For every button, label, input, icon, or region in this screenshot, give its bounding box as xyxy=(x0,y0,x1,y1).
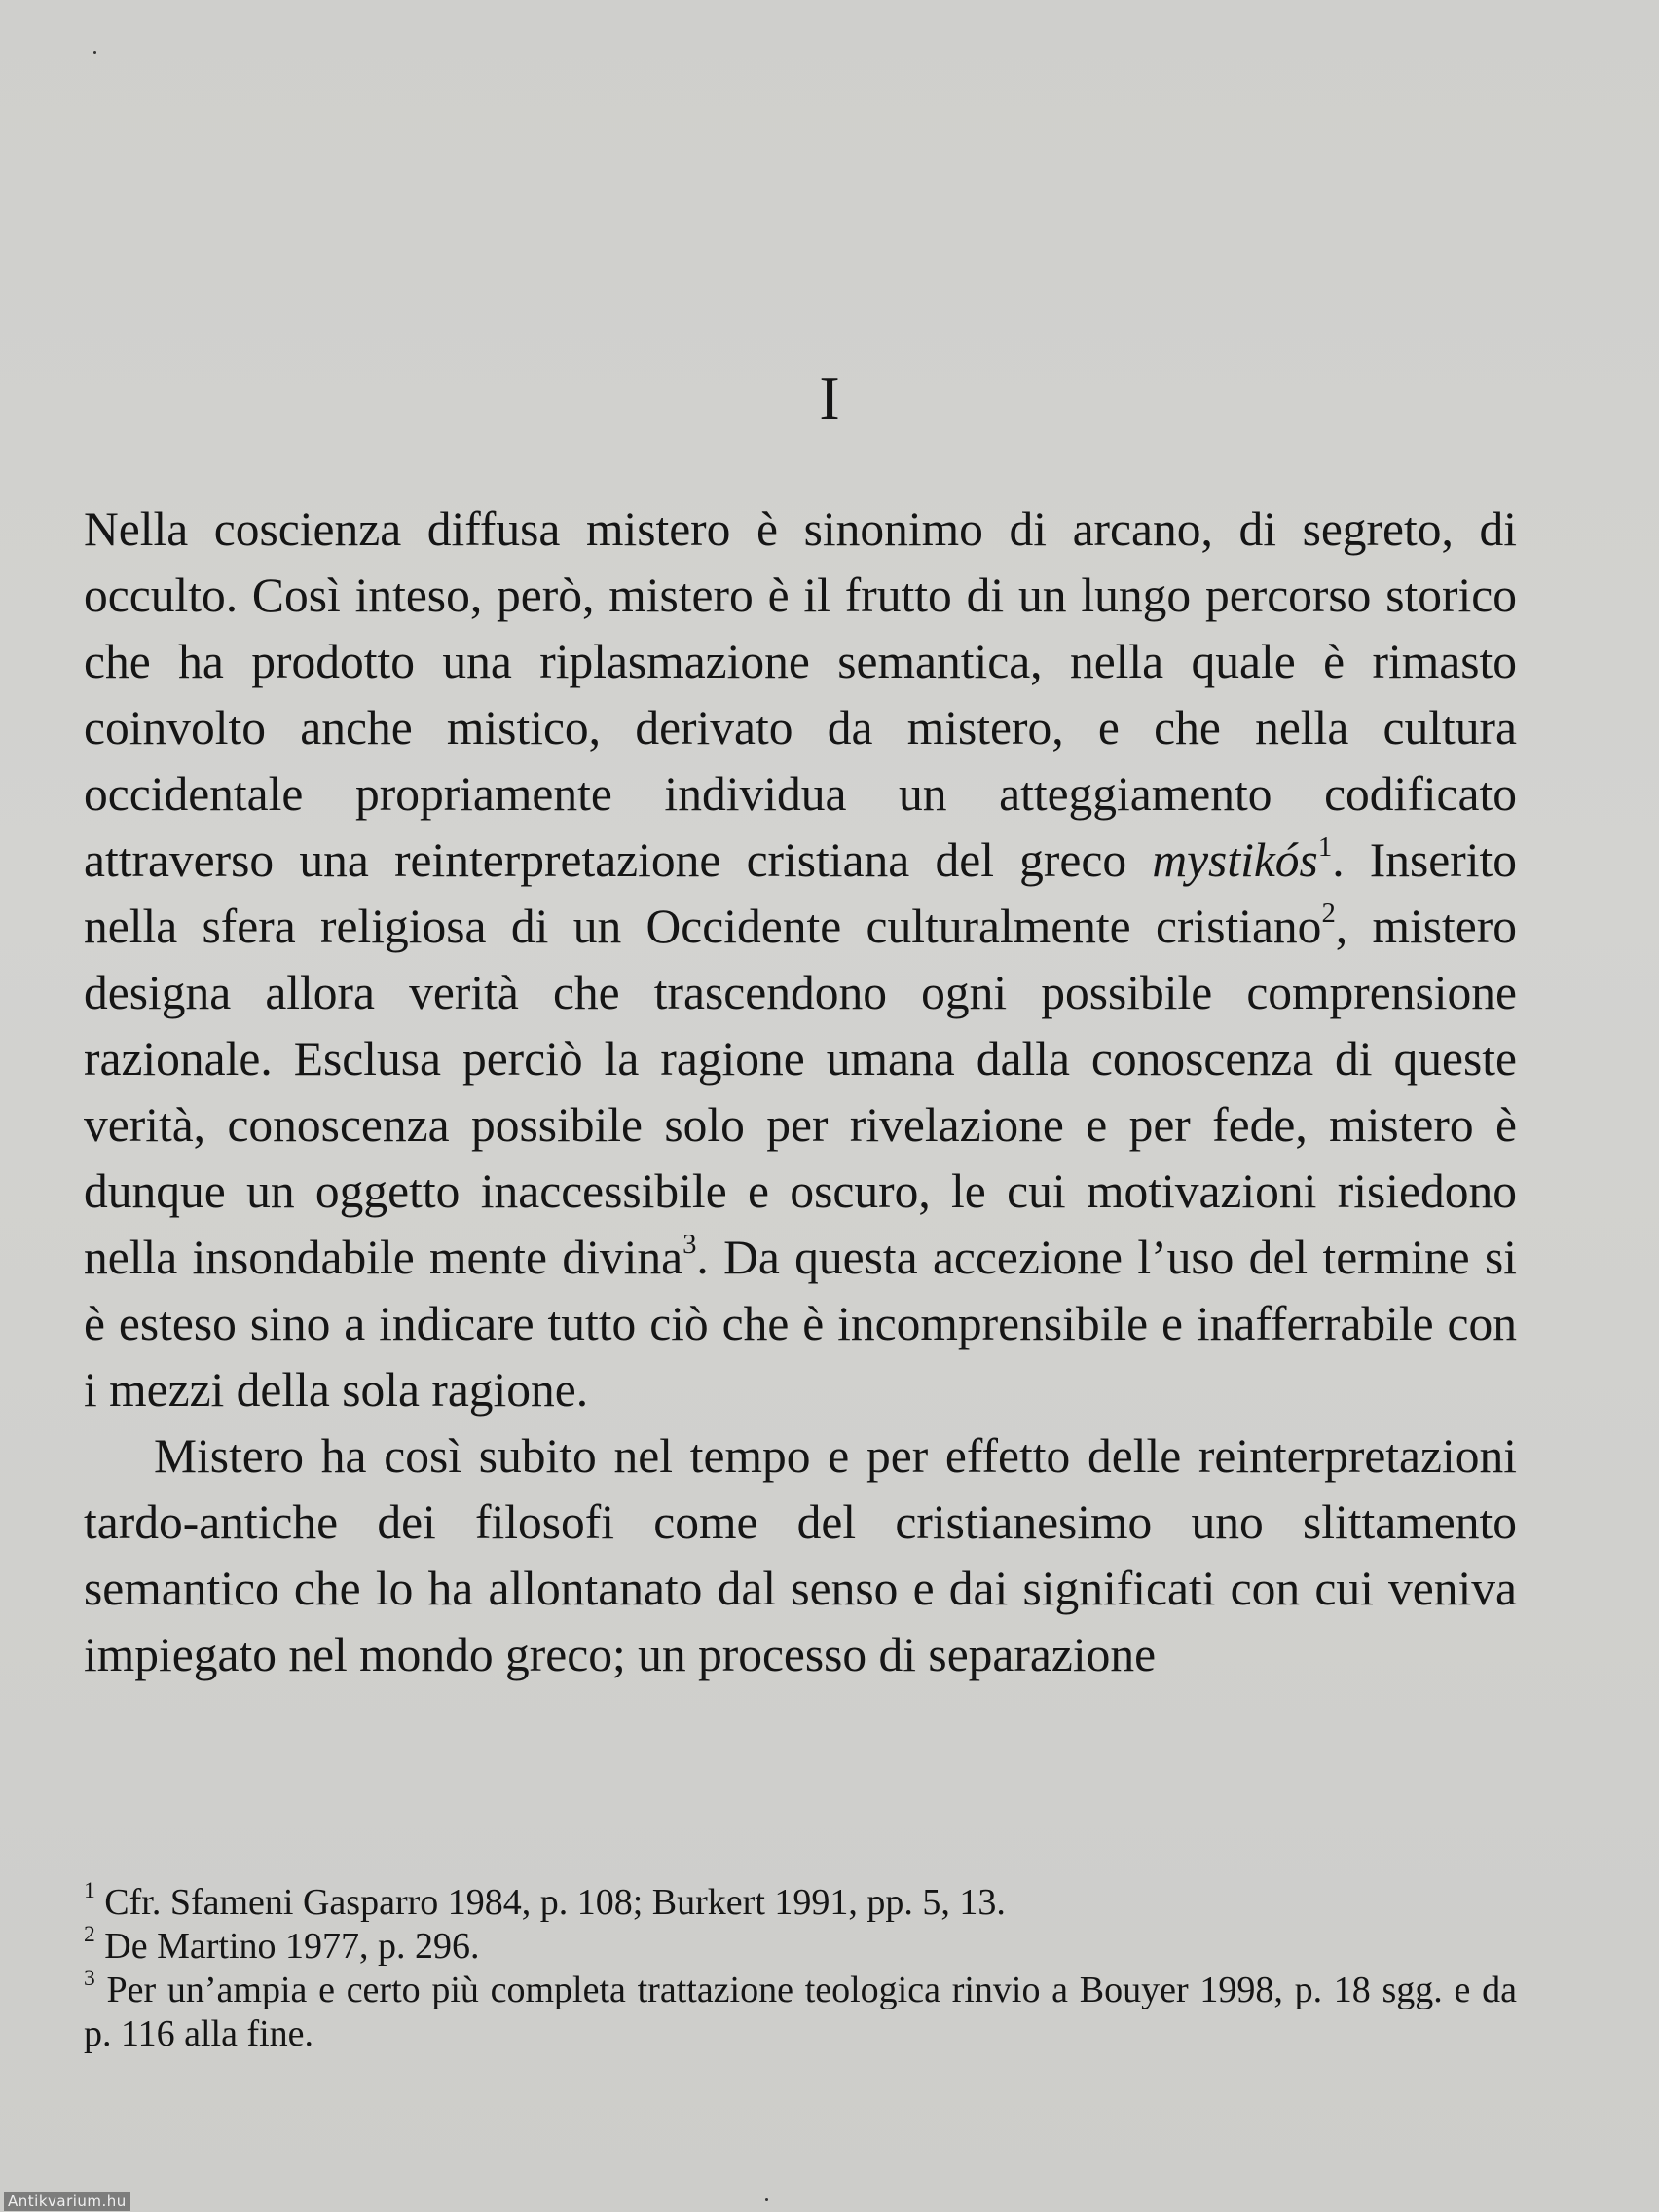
paragraph-1-text-c: , mistero designa allora verità che trascendono ogni possibile comprensione razionale. Esclusa perciò la ragione umana dalla conoscenza di queste verità, conoscenza possibile solo per rivelazione e per fede, mistero è dunque un oggetto inaccessibile e oscuro, le cui motivazioni risiedono nella insondabile mente divina xyxy=(84,900,1517,1284)
chapter-number: I xyxy=(819,363,840,432)
paragraph-1-text: Nella coscienza diffusa mistero è sinonimo di arcano, di segreto, di occulto. Così inteso, però, mistero è il frutto di un lungo percorso storico che ha prodotto una riplasmazione semantica, nella quale è rimasto coinvolto anche mistico, derivato da mistero, e che nella cultura occidentale propriamente individua un atteggiamento codificato attraverso una reinterpretazione cristiana del greco xyxy=(84,502,1517,887)
footnote-number: 3 xyxy=(84,1966,95,1992)
footnote-number: 2 xyxy=(84,1922,95,1948)
footnotes xyxy=(84,1878,1517,2056)
watermark: Antikvarium.hu xyxy=(4,2192,130,2211)
paragraph-1-text-b: . Inserito nella sfera religiosa di un Occidente culturalmente cristiano xyxy=(84,833,1517,953)
paragraph-1 xyxy=(84,497,1517,1423)
body-text xyxy=(84,497,1517,1688)
footnote-1 xyxy=(84,1878,1517,1925)
footnote-ref-3[interactable]: 3 xyxy=(682,1229,697,1261)
footnote-text: De Martino 1977, p. 296. xyxy=(94,1926,480,1967)
greek-term: mystikós xyxy=(1152,833,1318,887)
footnote-text: Per un’ampia e certo più completa trattazione teologica rinvio a Bouyer 1998, p. 18 sgg. e da p. 116 alla fine. xyxy=(84,1970,1517,2054)
paragraph-2: Mistero ha così subito nel tempo e per effetto delle reinterpretazioni tardo-antiche dei filosofi come del cristianesimo uno slittamento semantico che lo ha allontanato dal senso e dai significati con cui veniva impiegato nel mondo greco; un processo di separazione xyxy=(84,1429,1517,1681)
paper-speck xyxy=(93,51,96,54)
footnote-3 xyxy=(84,1966,1517,2056)
footnote-ref-1[interactable]: 1 xyxy=(1317,831,1333,864)
paragraph-1-text-d: . Da questa accezione l’uso del termine si è esteso sino a indicare tutto ciò che è incomprensibile e inafferrabile con i mezzi della sola ragione. xyxy=(84,1231,1517,1417)
paper-speck xyxy=(765,2198,768,2201)
footnote-number: 1 xyxy=(84,1878,95,1904)
footnote-2 xyxy=(84,1922,1517,1969)
footnote-ref-2[interactable]: 2 xyxy=(1321,898,1336,930)
footnote-text: Cfr. Sfameni Gasparro 1984, p. 108; Burkert 1991, pp. 5, 13. xyxy=(94,1882,1006,1923)
